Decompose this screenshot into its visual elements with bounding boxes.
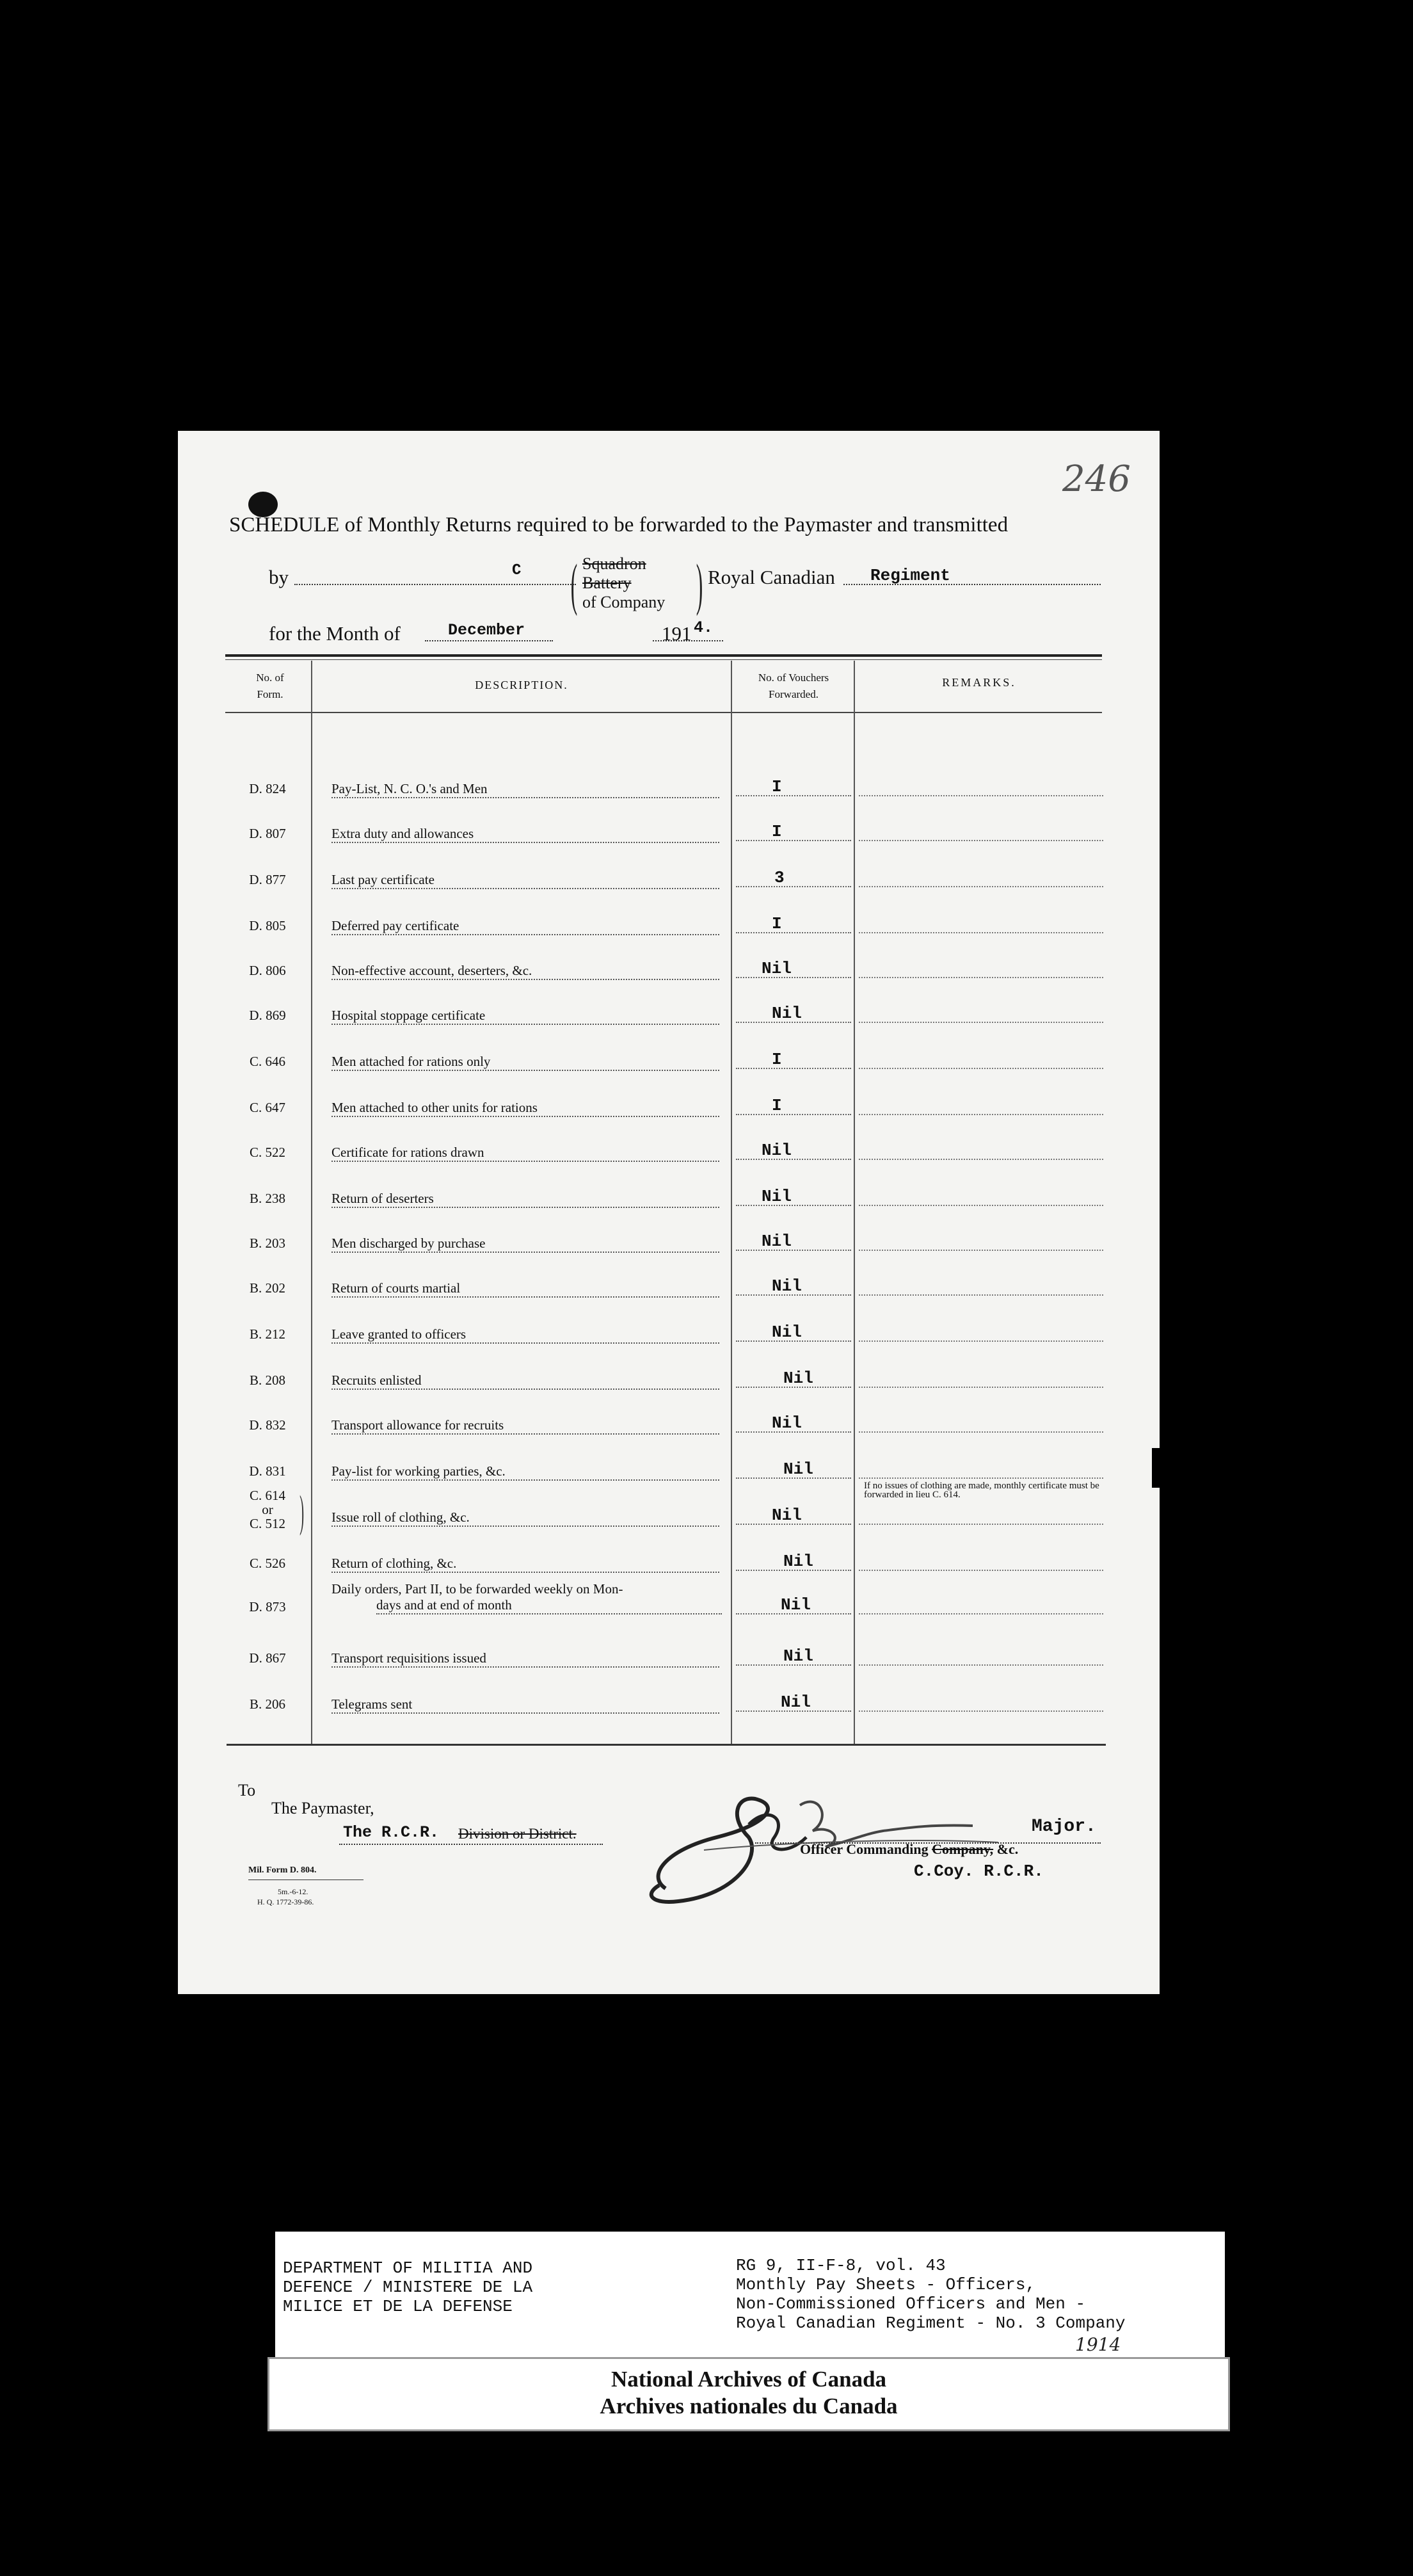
row-remarks-line — [859, 1114, 1103, 1115]
archive-ref-line3: Non-Commissioned Officers and Men - — [736, 2294, 1086, 2314]
row-description: Non-effective account, deserters, &c. — [331, 963, 724, 980]
row-vouchers-value: Nil — [762, 1141, 792, 1160]
row-vouchers-line — [736, 1114, 851, 1115]
row-description: Extra duty and allowances — [331, 826, 724, 843]
row-remarks-line — [859, 1159, 1103, 1160]
footer-officer-struck: Company, — [932, 1841, 994, 1857]
row-vouchers-value: I — [772, 777, 782, 796]
row-vouchers-line — [736, 1477, 851, 1479]
document-page — [178, 431, 1160, 1994]
row-code: C. 526 — [249, 1556, 285, 1571]
row-description: Men discharged by purchase — [331, 1236, 724, 1253]
row-vouchers-line — [736, 977, 851, 978]
row-remarks-line — [859, 1387, 1103, 1388]
year-typed: 4. — [694, 618, 714, 637]
row-vouchers-line — [736, 1340, 851, 1342]
archive-ref-line4: Royal Canadian Regiment - No. 3 Company — [736, 2314, 1126, 2333]
row-description: Leave granted to officers — [331, 1326, 724, 1344]
row-description-line2: days and at end of month — [376, 1597, 722, 1614]
row-description: Men attached for rations only — [331, 1054, 724, 1071]
archive-ref-line1: RG 9, II-F-8, vol. 43 — [736, 2256, 946, 2275]
row-remarks-line — [859, 1711, 1103, 1712]
row-code: D. 824 — [249, 781, 286, 796]
row-description: Return of courts martial — [331, 1280, 724, 1298]
row-code: D. 877 — [249, 872, 286, 887]
row-code: B. 202 — [249, 1280, 285, 1296]
row-description-line1: Daily orders, Part II, to be forwarded weekly on Mon- — [331, 1581, 623, 1597]
right-brace: ) — [696, 553, 703, 616]
row-vouchers-line — [736, 1159, 851, 1160]
row-description: Pay-List, N. C. O.'s and Men — [331, 781, 724, 798]
row-vouchers-line — [736, 1250, 851, 1251]
unit-options — [582, 554, 665, 612]
row-remarks-line — [859, 795, 1103, 796]
row-code: C. 522 — [249, 1145, 285, 1160]
row-vouchers-line — [736, 840, 851, 841]
year-dotted-line — [653, 640, 723, 641]
form-title: SCHEDULE of Monthly Returns required to be forwarded to the Paymaster and transmitted — [229, 513, 1009, 536]
row-vouchers-value: I — [772, 1050, 782, 1069]
footer-rank: Major. — [1032, 1817, 1096, 1837]
row-code: C. 646 — [249, 1054, 285, 1069]
row-code-2: C. 512 — [249, 1516, 285, 1531]
row-code-brace: ) — [299, 1487, 305, 1536]
footer-print-ref1: 5m.-6-12. — [278, 1887, 308, 1896]
unit-option-squadron: Squadron — [582, 554, 646, 573]
row-description: Issue roll of clothing, &c. — [331, 1509, 724, 1527]
row-vouchers-value: Nil — [762, 1232, 792, 1251]
unit-name-typed: Regiment — [870, 566, 950, 585]
row-vouchers-value: I — [772, 1096, 782, 1115]
row-description: Men attached to other units for rations — [331, 1100, 724, 1117]
row-code: C. 647 — [249, 1100, 285, 1115]
row-remarks-line — [859, 886, 1103, 887]
footer-officer-printed: Officer Commanding — [800, 1841, 929, 1857]
row-remarks-line — [859, 932, 1103, 933]
row-vouchers-value: Nil — [781, 1693, 811, 1712]
row-vouchers-value: Nil — [772, 1323, 802, 1342]
row-vouchers-value: Nil — [781, 1595, 811, 1614]
row-vouchers-value: Nil — [772, 1506, 802, 1525]
archive-dept — [283, 2258, 532, 2316]
header-description: DESCRIPTION. — [475, 679, 568, 691]
row-code-or: or — [262, 1502, 273, 1517]
footer-paymaster: The Paymaster, — [271, 1799, 374, 1817]
row-vouchers-line — [736, 1570, 851, 1571]
row-vouchers-value: Nil — [762, 1187, 792, 1206]
row-remarks-line — [859, 1570, 1103, 1571]
row-vouchers-value: Nil — [772, 1004, 802, 1023]
row-remarks-line — [859, 840, 1103, 841]
row-vouchers-line — [736, 1524, 851, 1525]
header-form-no: No. of Form. — [256, 672, 284, 700]
footer-print-ref2: H. Q. 1772-39-86. — [257, 1897, 314, 1906]
by-company-value: C — [512, 562, 522, 579]
row-remarks-line — [859, 1340, 1103, 1342]
row-code: D. 831 — [249, 1463, 286, 1479]
row-code: D. 869 — [249, 1008, 286, 1023]
row-vouchers-line — [736, 886, 851, 887]
archive-dept-line2: DEFENCE / MINISTERE DE LA — [283, 2278, 533, 2297]
footer-ror: The R.C.R. — [343, 1823, 440, 1842]
header-vouchers: No. of Vouchers Forwarded. — [758, 672, 829, 700]
row-remarks-line — [859, 1431, 1103, 1433]
row-code: B. 203 — [249, 1236, 285, 1251]
row-vouchers-line — [736, 1431, 851, 1433]
month-value: December — [448, 621, 525, 640]
row-description — [331, 1581, 724, 1614]
row-description: Transport allowance for recruits — [331, 1417, 724, 1435]
row-description: Last pay certificate — [331, 872, 724, 889]
row-vouchers-line — [736, 1387, 851, 1388]
row-description: Deferred pay certificate — [331, 918, 724, 935]
row-remarks-line — [859, 1250, 1103, 1251]
row-remarks-line — [859, 977, 1103, 978]
table-bottom-rule — [227, 1744, 1106, 1746]
footer-to: To — [238, 1781, 256, 1799]
archives-banner-fr: Archives nationales du Canada — [600, 2394, 898, 2419]
archive-ref-line2: Monthly Pay Sheets - Officers, — [736, 2275, 1036, 2294]
archive-dept-line3: MILICE ET DE LA DEFENSE — [283, 2297, 513, 2316]
row-description: Hospital stoppage certificate — [331, 1008, 724, 1025]
row-vouchers-line — [736, 1664, 851, 1666]
row-vouchers-value: Nil — [783, 1646, 813, 1666]
row-vouchers-value: Nil — [783, 1552, 813, 1571]
row-vouchers-value: I — [772, 914, 782, 933]
row-remarks-line — [859, 1664, 1103, 1666]
paper-edge-notch — [1152, 1448, 1160, 1488]
row-vouchers-value: Nil — [772, 1276, 802, 1296]
left-brace: ( — [570, 553, 578, 616]
row-description: Pay-list for working parties, &c. — [331, 1463, 724, 1481]
col-divider-2 — [731, 661, 732, 1744]
row-vouchers-line — [736, 1022, 851, 1023]
table-top-rule — [225, 654, 1102, 657]
archives-banner-en: National Archives of Canada — [611, 2367, 887, 2392]
by-label: by — [269, 566, 289, 588]
row-remarks-line — [859, 1205, 1103, 1206]
row-vouchers-line — [736, 795, 851, 796]
row-vouchers-line — [736, 1613, 851, 1614]
row-vouchers-value: Nil — [783, 1460, 813, 1479]
footer-division-struck: Division or District. — [458, 1826, 577, 1842]
header-remarks: REMARKS. — [942, 676, 1016, 689]
row-vouchers-line — [736, 932, 851, 933]
archive-year: 1914 — [1075, 2334, 1121, 2355]
archive-ref — [736, 2256, 1126, 2333]
row-code: D. 832 — [249, 1417, 286, 1433]
row-description: Return of deserters — [331, 1191, 724, 1208]
row-code: B. 212 — [249, 1326, 285, 1342]
row-vouchers-value: Nil — [772, 1413, 802, 1433]
col-divider-3 — [854, 661, 855, 1744]
year-printed: 191 — [662, 622, 692, 645]
footer-officer — [800, 1841, 1018, 1858]
archives-banner-text — [267, 2366, 1230, 2420]
row-code: B. 206 — [249, 1696, 285, 1712]
row-vouchers-line — [736, 1205, 851, 1206]
table-header-rule — [225, 712, 1102, 713]
row-vouchers-value: 3 — [774, 868, 785, 887]
row-vouchers-line — [736, 1294, 851, 1296]
row-code: D. 807 — [249, 826, 286, 841]
row-description: Transport requisitions issued — [331, 1650, 724, 1668]
row-code: B. 208 — [249, 1373, 285, 1388]
unit-name-printed: Royal Canadian — [708, 566, 835, 588]
row-remarks-line — [859, 1477, 1103, 1479]
row-vouchers-value: Nil — [762, 959, 792, 978]
row-code: B. 238 — [249, 1191, 285, 1206]
row-description: Certificate for rations drawn — [331, 1145, 724, 1162]
footer-ror-line — [339, 1844, 603, 1845]
row-remarks-line — [859, 1068, 1103, 1069]
row-code: D. 867 — [249, 1650, 286, 1666]
footer-officer-etc: &c. — [996, 1841, 1019, 1857]
table-top-rule-2 — [225, 659, 1102, 660]
row-remarks-line — [859, 1613, 1103, 1614]
row-vouchers-value: Nil — [783, 1369, 813, 1388]
page-number: 246 — [1062, 458, 1131, 500]
footer-unit: C.Coy. R.C.R. — [914, 1862, 1044, 1881]
row-code: D. 873 — [249, 1599, 286, 1614]
row-remarks-line — [859, 1524, 1103, 1525]
footer-form-ref: Mil. Form D. 804. — [248, 1865, 317, 1875]
row-code: D. 805 — [249, 918, 286, 933]
row-code: D. 806 — [249, 963, 286, 978]
archive-dept-line1: DEPARTMENT OF MILITIA AND — [283, 2258, 533, 2278]
row-description: Recruits enlisted — [331, 1373, 724, 1390]
by-dotted-line — [294, 584, 576, 585]
unit-option-company: of Company — [582, 593, 666, 611]
row-vouchers-line — [736, 1068, 851, 1069]
row-vouchers-line — [736, 1711, 851, 1712]
row-code: C. 614 — [249, 1488, 285, 1503]
row-remarks-line — [859, 1022, 1103, 1023]
row-description: Return of clothing, &c. — [331, 1556, 724, 1573]
row-remark: If no issues of clothing are made, monthly certificate must be forwarded in lieu C. 614. — [864, 1481, 1099, 1500]
month-label: for the Month of — [269, 622, 401, 645]
row-remarks-line — [859, 1294, 1103, 1296]
month-dotted-line — [425, 640, 553, 641]
col-divider-1 — [311, 661, 312, 1744]
row-vouchers-value: I — [772, 822, 782, 841]
unit-option-battery: Battery — [582, 574, 632, 592]
row-description: Telegrams sent — [331, 1696, 724, 1714]
